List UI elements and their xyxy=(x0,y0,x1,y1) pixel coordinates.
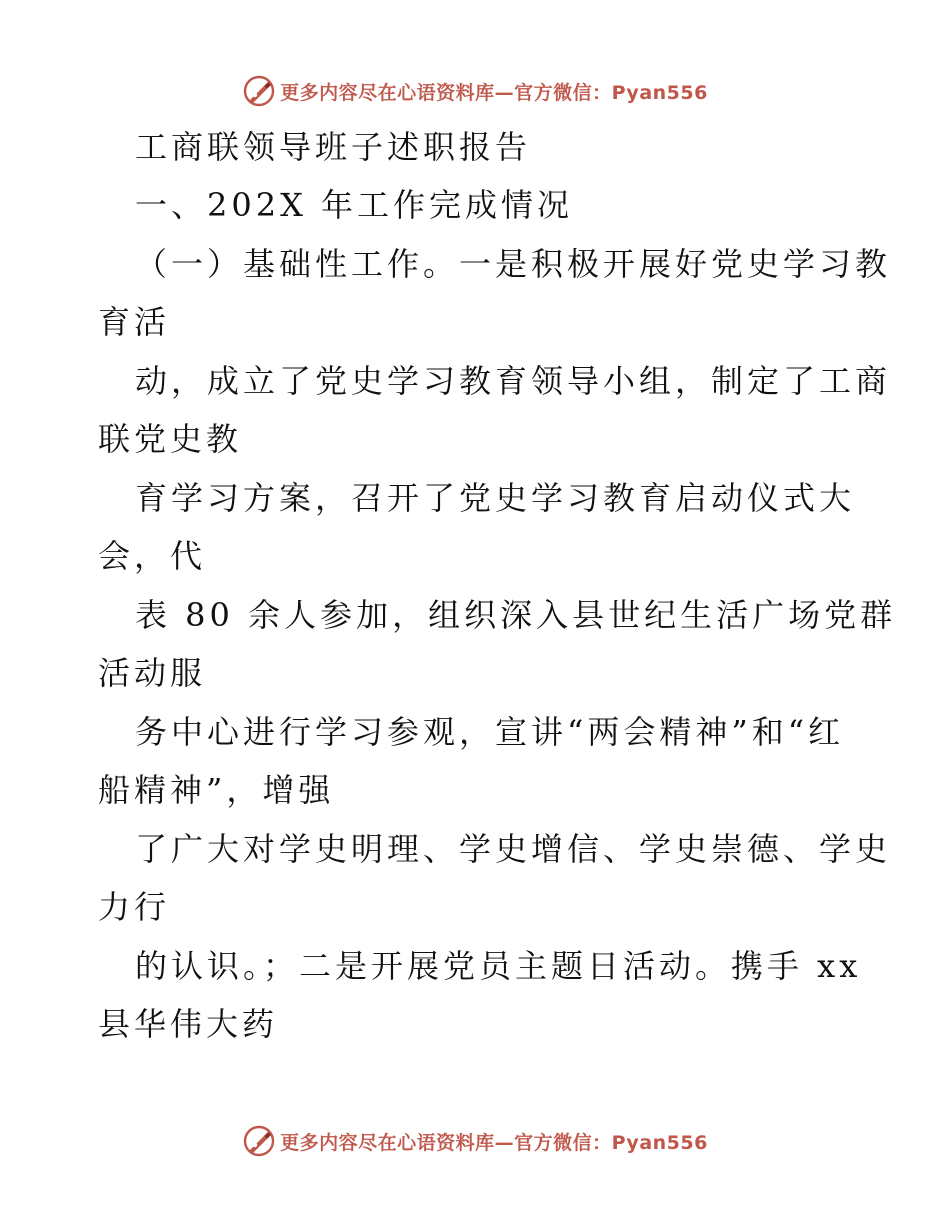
pen-logo-icon xyxy=(242,1124,276,1158)
footer-watermark xyxy=(0,1124,950,1158)
paragraph-line: 表 80 余人参加，组织深入县世纪生活广场党群 xyxy=(135,596,897,634)
paragraph-line: 联党史教 xyxy=(98,420,243,458)
paragraph-line: 力行 xyxy=(98,888,171,926)
paragraph-line: 船精神”，增强 xyxy=(98,771,335,809)
paragraph-line: 县华伟大药 xyxy=(98,1005,279,1043)
watermark-text: 更多内容尽在心语资料库—官方微信：Pyan556 xyxy=(280,81,708,104)
paragraph-line: 了广大对学史明理、学史增信、学史崇德、学史 xyxy=(135,830,892,868)
header-watermark xyxy=(0,74,950,108)
paragraph-line: 活动服 xyxy=(98,654,207,692)
section-heading: 一、202X 年工作完成情况 xyxy=(135,186,574,224)
paragraph-line: 的认识。；二是开展党员主题日活动。携手 xx xyxy=(135,947,862,985)
watermark-text: 更多内容尽在心语资料库—官方微信：Pyan556 xyxy=(280,1131,708,1154)
pen-logo-icon xyxy=(242,74,276,108)
paragraph-line: 育学习方案，召开了党史学习教育启动仪式大 xyxy=(135,479,856,517)
paragraph-line: 育活 xyxy=(98,303,171,341)
document-title: 工商联领导班子述职报告 xyxy=(135,128,532,166)
paragraph-line: 动，成立了党史学习教育领导小组，制定了工商 xyxy=(135,362,892,400)
paragraph-line: 务中心进行学习参观，宣讲“两会精神”和“红 xyxy=(135,713,845,751)
paragraph-line: 会，代 xyxy=(98,537,207,575)
paragraph-line: （一）基础性工作。一是积极开展好党史学习教 xyxy=(135,245,892,283)
